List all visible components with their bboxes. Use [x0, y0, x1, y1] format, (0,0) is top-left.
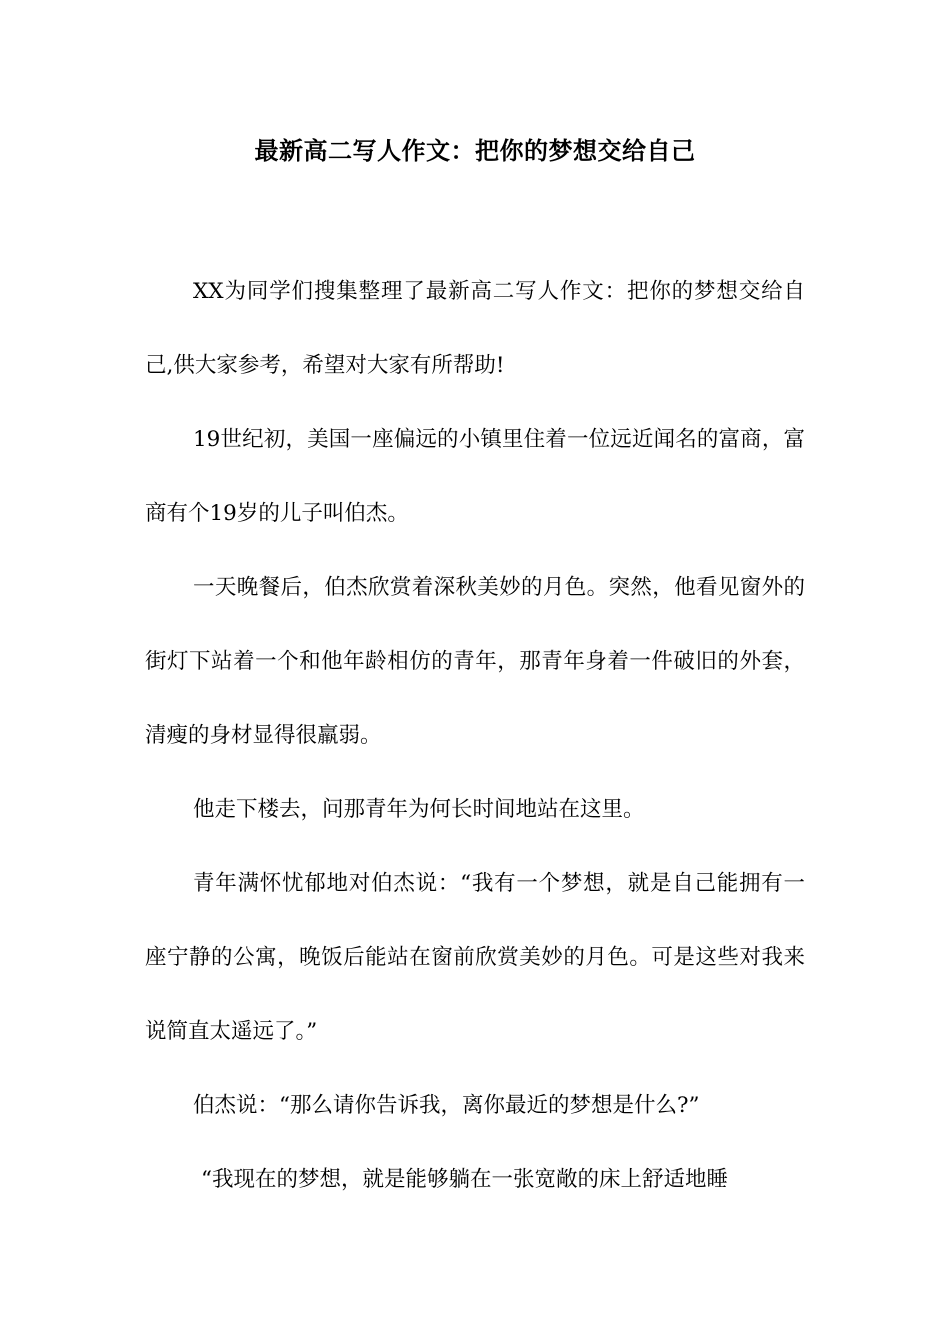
paragraph: 青年满怀忧郁地对伯杰说：“我有一个梦想，就是自己能拥有一座宁静的公寓，晚饭后能站在窗前欣赏美妙的月色。可是这些对我来说简直太遥远了。”: [145, 871, 805, 1044]
paragraph: 伯杰说：“那么请你告诉我，离你最近的梦想是什么?”: [193, 1093, 700, 1118]
paragraph: XX为同学们搜集整理了最新高二写人作文：把你的梦想交给自己,供大家参考，希望对大家有所帮助!: [145, 279, 805, 378]
paragraph: 19世纪初，美国一座偏远的小镇里住着一位远近闻名的富商，富商有个19岁的儿子叫伯杰。: [145, 427, 805, 526]
paragraph: 一天晚餐后，伯杰欣赏着深秋美妙的月色。突然，他看见窗外的街灯下站着一个和他年龄相仿的青年，那青年身着一件破旧的外套，清瘦的身材显得很羸弱。: [145, 575, 805, 748]
paragraph: “我现在的梦想，就是能够躺在一张宽敞的床上舒适地睡: [201, 1167, 728, 1192]
document-body: [145, 255, 805, 1217]
paragraph: 他走下楼去，问那青年为何长时间地站在这里。: [193, 797, 645, 822]
document-title: 最新高二写人作文：把你的梦想交给自己: [254, 136, 696, 165]
